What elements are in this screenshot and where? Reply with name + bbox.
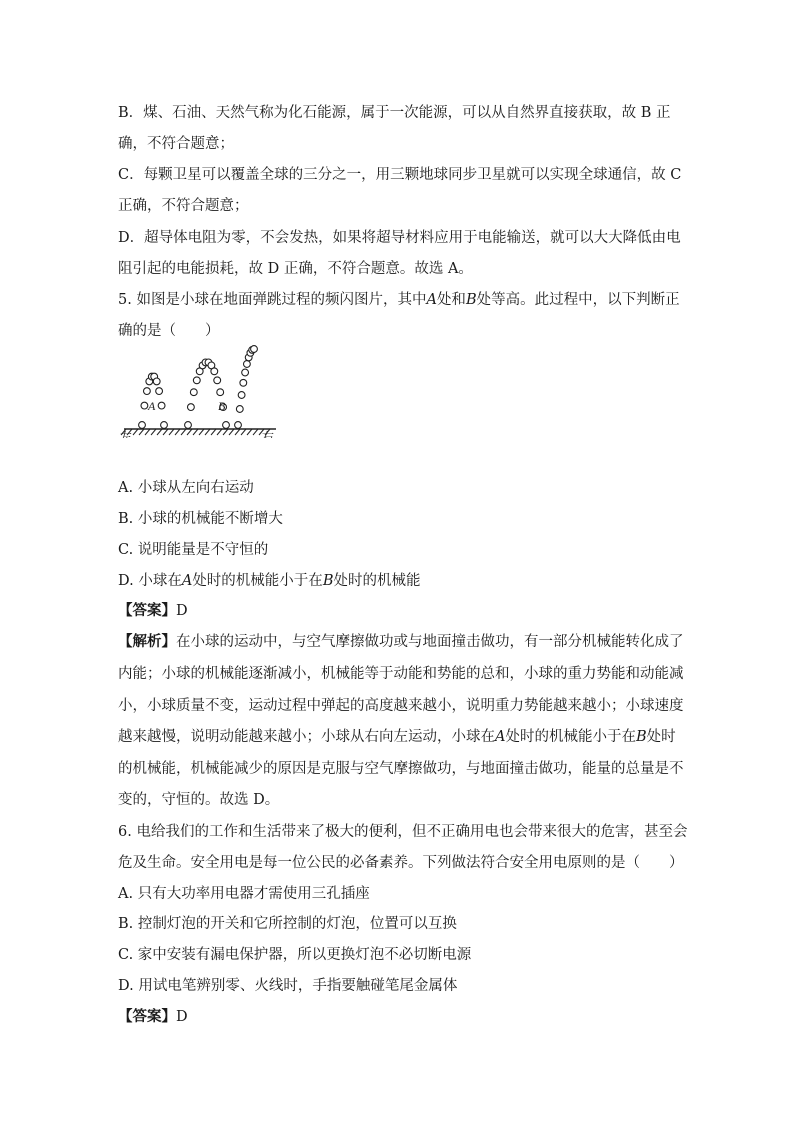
q5-answer <box>118 601 188 621</box>
ball-0 <box>139 422 146 429</box>
q6-option-d: D. 用试电笔辨别零、火线时，手指要触碰笔尾金属体 <box>118 978 458 994</box>
q5-option-b: B. 小球的机械能不断增大 <box>118 511 283 527</box>
q5-stem-label-b: B <box>465 292 477 308</box>
q5-option-d-text-a: D. 小球在 <box>118 573 182 589</box>
q5-stem-text-a: 5. 如图是小球在地面弹跳过程的频闪图片，其中 <box>118 292 427 308</box>
q6-answer <box>118 1007 188 1027</box>
ball-9 <box>161 422 168 429</box>
ball-20 <box>214 377 221 384</box>
q5-answer-value: D <box>176 603 188 619</box>
q5-stem-text-b: 处和 <box>436 292 466 308</box>
figure-label-a: A <box>148 399 156 413</box>
ball-13 <box>193 377 200 384</box>
q5-option-d-label-a: A <box>181 573 193 589</box>
figure-label-right: 右 <box>262 430 275 438</box>
q5-option-d-text-c: 处时的机械能 <box>333 573 421 589</box>
q4-option-c-line1: C．每颗卫星可以覆盖全球的三分之一，用三颗地球同步卫星就可以实现全球通信，故 C <box>118 167 682 183</box>
bouncing-ball-figure <box>118 342 288 438</box>
q5-stem-line1 <box>118 290 680 310</box>
q5-analysis-label-b: B <box>635 729 647 745</box>
q5-analysis-line1 <box>118 632 684 652</box>
ball-24 <box>235 422 242 429</box>
q5-analysis-label: 【解析】 <box>118 633 176 650</box>
ball-1 <box>141 402 148 409</box>
q5-stem-text-c: 处等高。此过程中，以下判断正 <box>476 292 680 308</box>
ball-6 <box>153 378 160 385</box>
q5-analysis-text1: 在小球的运动中，与空气摩擦做功或与地面撞击做功，有一部分机械能转化成了 <box>176 634 684 650</box>
figure-label-left: 左 <box>120 430 133 438</box>
ball-2 <box>144 388 151 395</box>
ball-7 <box>156 388 163 395</box>
q4-option-b-line2: 确，不符合题意； <box>118 136 234 152</box>
ball-8 <box>158 402 165 409</box>
q5-stem-line2: 确的是（ ） <box>118 323 220 339</box>
ball-19 <box>211 368 218 375</box>
ball-26 <box>238 392 245 399</box>
q6-stem-line2: 危及生命。安全用电是每一位公民的必备素养。下列做法符合安全用电原则的是（ ） <box>118 855 684 871</box>
q4-option-d-line1: D．超导体电阻为零，不会发热，如果将超导材料应用于电能输送，就可以大大降低由电 <box>118 230 681 246</box>
q6-answer-label: 【答案】 <box>118 1008 176 1025</box>
ball-25 <box>236 406 243 413</box>
q4-option-b-line1: B．煤、石油、天然气称为化石能源，属于一次能源，可以从自然界直接获取，故 B 正 <box>118 105 671 121</box>
figure-label-b: B <box>218 399 226 413</box>
ball-12 <box>190 389 197 396</box>
q5-answer-label: 【答案】 <box>118 602 176 619</box>
ball-trajectory <box>139 346 258 429</box>
q5-option-c: C. 说明能量是不守恒的 <box>118 542 269 558</box>
q6-option-b: B. 控制灯泡的开关和它所控制的灯泡，位置可以互换 <box>118 916 457 932</box>
ball-33 <box>251 346 258 353</box>
q4-option-c-line2: 正确，不符合题意； <box>118 198 249 214</box>
q5-analysis-line2: 内能；小球的机械能逐渐减小，机械能等于动能和势能的总和，小球的重力势能和动能减 <box>118 666 684 682</box>
q5-option-d-label-b: B <box>322 573 334 589</box>
ground <box>121 429 276 435</box>
q6-answer-value: D <box>176 1009 188 1025</box>
q5-analysis-text4b: 处时的机械能小于在 <box>505 729 636 745</box>
ball-10 <box>185 422 192 429</box>
ball-23 <box>223 422 230 429</box>
q4-option-d-line2: 阻引起的电能损耗，故 D 正确，不符合题意。故选 A。 <box>118 261 473 277</box>
q5-stem-label-a: A <box>426 292 437 308</box>
q5-option-d-text-b: 处时的机械能小于在 <box>192 573 323 589</box>
ball-21 <box>217 389 224 396</box>
q5-option-d <box>118 571 420 591</box>
q6-stem-line1: 6. 电给我们的工作和生活带来了极大的便利，但不正确用电也会带来很大的危害，甚至会 <box>118 824 688 840</box>
ball-11 <box>188 404 195 411</box>
q5-analysis-label-a: A <box>495 729 506 745</box>
q5-analysis-text4a: 越来越慢，说明动能越来越小；小球从右向左运动，小球在 <box>118 729 495 745</box>
q5-analysis-text4c: 处时 <box>646 729 676 745</box>
q5-analysis-line3: 小，小球质量不变，运动过程中弹起的高度越来越小，说明重力势能越来越小；小球速度 <box>118 698 684 714</box>
q5-analysis-line4 <box>118 727 676 747</box>
q5-analysis-line6: 变的，守恒的。故选 D。 <box>118 792 280 808</box>
q6-option-a: A. 只有大功率用电器才需使用三孔插座 <box>118 886 370 902</box>
ball-28 <box>242 369 249 376</box>
q5-analysis-line5: 的机械能，机械能减少的原因是克服与空气摩擦做功，与地面撞击做功，能量的总量是不 <box>118 761 684 777</box>
ball-29 <box>244 361 251 368</box>
ball-27 <box>240 379 247 386</box>
q5-option-a: A. 小球从左向右运动 <box>118 480 254 496</box>
q6-option-c: C. 家中安装有漏电保护器，所以更换灯泡不必切断电源 <box>118 947 472 963</box>
